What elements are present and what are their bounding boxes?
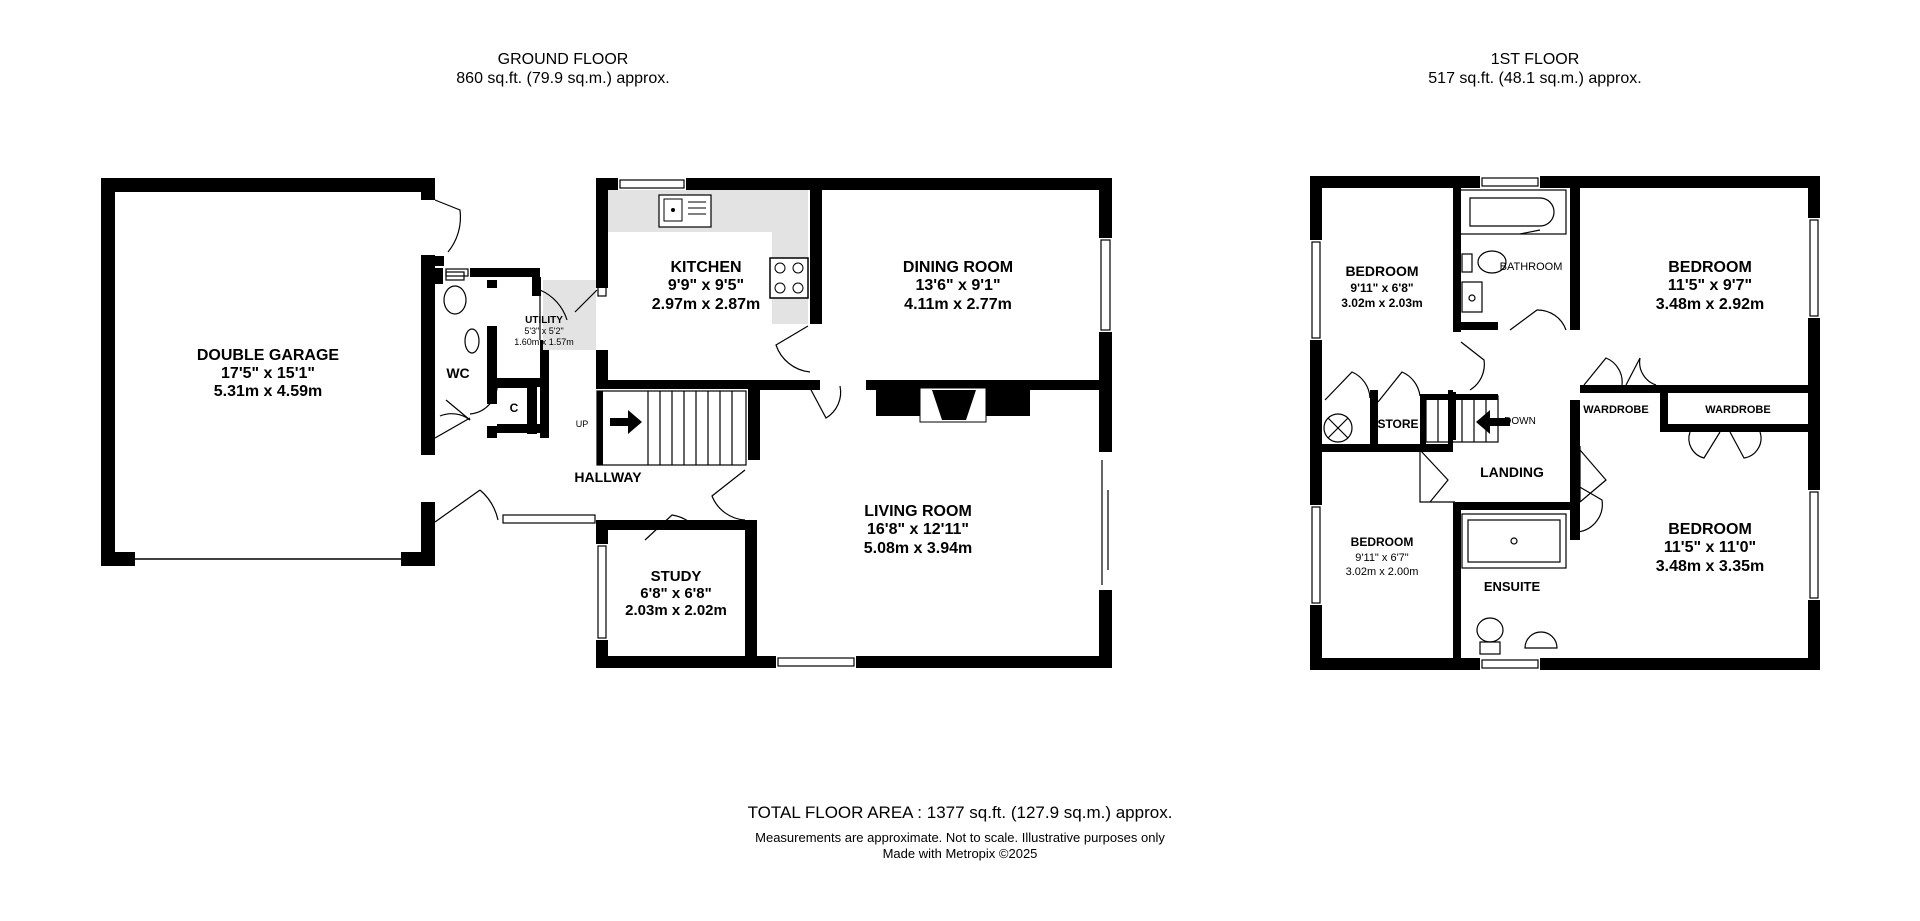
bedroom-b-name: BEDROOM [1668,259,1752,276]
bathroom-fixtures [1460,190,1566,312]
kitchen-name: KITCHEN [670,259,742,276]
hallway-name: HALLWAY [574,469,642,485]
boiler-cupboard [1324,414,1352,442]
utility-metric: 1.60m x 1.57m [514,337,574,347]
bedroom-c-name: BEDROOM [1350,535,1414,549]
house-walls [426,178,1112,668]
landing-name: LANDING [1480,464,1544,480]
study-metric: 2.03m x 2.02m [625,602,727,619]
stairs-down-label: DOWN [1504,416,1536,427]
credit: Made with Metropix ©2025 [882,846,1038,861]
first-floor-area: 517 sq.ft. (48.1 sq.m.) approx. [1428,70,1642,87]
first-floor-plan [1310,176,1820,670]
bedroom-d-imperial: 11'5" x 11'0" [1663,539,1757,556]
bedroom-c-imperial: 9'11" x 6'7" [1355,552,1409,564]
kitchen-imperial: 9'9" x 9'5" [667,277,745,294]
living-name: LIVING ROOM [864,503,972,520]
bedroom-d-name: BEDROOM [1668,521,1752,538]
living-metric: 5.08m x 3.94m [863,540,973,557]
bedroom-b-metric: 3.48m x 2.92m [1655,296,1765,313]
bedroom-a-imperial: 9'11" x 6'8" [1350,281,1414,295]
sink-icon [659,195,711,227]
garage-metric: 5.31m x 4.59m [213,383,323,400]
dining-imperial: 13'6" x 9'1" [915,277,1001,294]
bathroom-name: BATHROOM [1499,261,1563,273]
store-name: STORE [1377,417,1419,431]
cupboard-name: C [509,401,519,415]
wardrobe-1-name: WARDROBE [1583,404,1649,416]
ground-floor-plan [101,178,1112,668]
study-name: STUDY [650,568,702,585]
dining-name: DINING ROOM [902,259,1014,276]
stairs-up [597,391,746,465]
garage-name: DOUBLE GARAGE [196,347,340,364]
garage-imperial: 17'5" x 15'1" [221,365,315,382]
bedroom-d-metric: 3.48m x 3.35m [1655,558,1765,575]
wc-name: WC [446,365,470,381]
study-imperial: 6'8" x 6'8" [640,585,712,602]
ensuite-name: ENSUITE [1483,579,1541,594]
living-imperial: 16'8" x 12'11" [867,521,969,538]
disclaimer: Measurements are approximate. Not to scale. Illustrative purposes only [755,830,1165,845]
bedroom-a-metric: 3.02m x 2.03m [1341,296,1423,310]
first-floor-title: 1ST FLOOR [1490,51,1580,68]
kitchen-metric: 2.97m x 2.87m [651,296,761,313]
utility-imperial: 5'3" x 5'2" [524,326,564,336]
bedroom-c-metric: 3.02m x 2.00m [1345,566,1419,578]
bedroom-b-imperial: 11'5" x 9'7" [1667,277,1753,294]
stairs-up-label: UP [575,419,589,429]
ground-floor-area: 860 sq.ft. (79.9 sq.m.) approx. [456,70,670,87]
wardrobe-2-name: WARDROBE [1705,404,1771,416]
ground-floor-title: GROUND FLOOR [497,51,629,68]
bedroom-a-name: BEDROOM [1345,263,1419,279]
fireplace [876,388,1030,422]
hob-icon [770,258,808,298]
utility-name: UTILITY [525,315,563,326]
dining-metric: 4.11m x 2.77m [904,296,1012,313]
total-floor-area: TOTAL FLOOR AREA : 1377 sq.ft. (127.9 sq.m.) approx. [747,803,1173,822]
wc-fixtures [444,272,479,353]
door-openings [421,178,1112,668]
